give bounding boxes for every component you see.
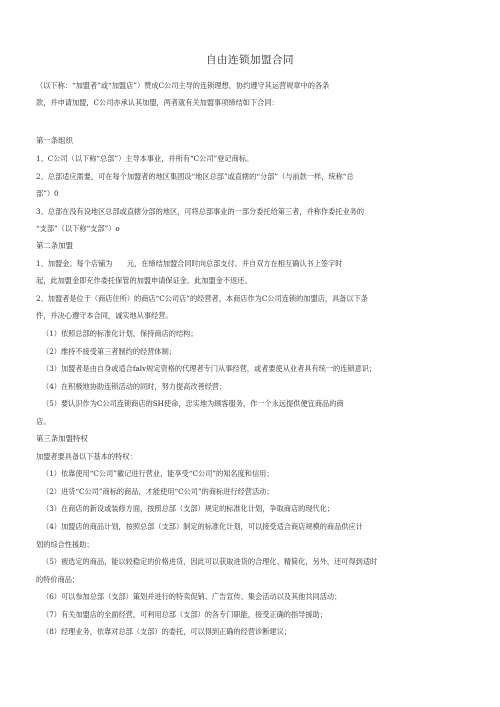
list-item: （8）经理业务，依靠对总部（支部）的委托，可以得到正确的经营诊断建议； [42,627,291,636]
clause-line: 部”）0 [36,189,59,198]
list-item: （1）依靠使用“C公司”徽记进行营业，能享受“C公司”的知名度和信用； [42,469,274,478]
list-item: （2）维持不接受第三者制约的经营体制； [42,347,176,356]
list-item: （4）加盟店的商品计划，按照总部（支部）制定的标准化计划，可以接受适合商店规模的商品供应计 [42,522,363,531]
list-item: （4）在积极地协助连锁活动的同时，努力提高改善经营； [42,382,227,391]
list-item: （6）可以参加总部（支部）策划并进行的特卖促销、广告宣传、集会活动以及其他共同活动； [42,592,342,601]
clause-line: 1、加盟金。每个店铺为 元，在缔结加盟合同时向总部支付。并自双方在相互确认书上签字时 [36,259,343,268]
list-item: （5）被选定的商品，能以较稳定的价格进货，因此可以获取进货的合理化、精简化，另外，还可得到适时 [42,557,378,566]
list-item: （2）进货“C公司”商标的商品，才能使用“C公司”的商标进行经营活动； [42,487,274,496]
list-item: （3）加盟者是由自身或适合falv规定资格的代理者专门从事经营，或者要使从业者具有统一的连锁意识； [42,364,377,373]
list-item-continuation: 的特价商品； [36,575,80,584]
section-heading: 第一条组织 [36,136,73,145]
list-item-continuation: 店。 [36,417,51,426]
list-item-continuation: 划的综合性援助； [36,540,94,549]
list-item: （3）在商店的新设或装修方面，按照总部（支部）规定的标准化计划，争取商店的现代化； [42,504,335,513]
preamble-line: （以下称：“加盟者”或“加盟店”）赞成C公司主导的连锁理想，协约遵守其运营规章中的各条 [36,81,330,90]
section-heading: 第二条加盟 [36,241,73,250]
clause-line: 加盟者要具备以下基本的特权： [36,452,137,461]
clause-line: 2、总部适应需要，可在每个加盟者的地区集团设“地区总部”或直辖的“分部”（与前款一样，统称“总 [36,172,354,181]
document-title: 自由连锁加盟合同 [206,54,294,66]
preamble-line: 款，并申请加盟，C公司亦承认其加盟，两者就有关加盟事项缔结如下合同： [36,98,279,107]
list-item: （1）依照总部的标准化计划，保持商店的结构； [42,329,198,338]
clause-line: 1、C公司（以下称“总部”）主导本事业，并所有“C公司”登记商标。 [36,154,254,163]
list-item: （5）要认识作为C公司连锁商店的SH使命，忠实地为顾客服务，作一个永远提供便宜商品的商 [42,399,344,408]
clause-line: 起，此加盟金即充作委托保管的加盟申请保证金。此加盟金不返还。 [36,276,252,285]
clause-line: “支部”（以下称“支部”）o [36,224,120,233]
clause-line: 2、加盟者是位于（商店住所）的商店“C公司店”的经营者，本商店作为C公司连锁的加盟店，具备以下条 [36,294,368,303]
section-heading: 第三条加盟特权 [36,434,88,443]
clause-line: 件，并决心遵守本合同，诚实地从事经营。 [36,311,173,320]
list-item: （7）有关加盟店的全面经营，可利用总部（支部）的各专门职能，接受正确的指导援助； [42,610,327,619]
clause-line: 3、总部在没有设地区总部或直辖分部的地区，可将总部事业的一部分委托给第三者，并称作委托业务的 [36,207,365,216]
